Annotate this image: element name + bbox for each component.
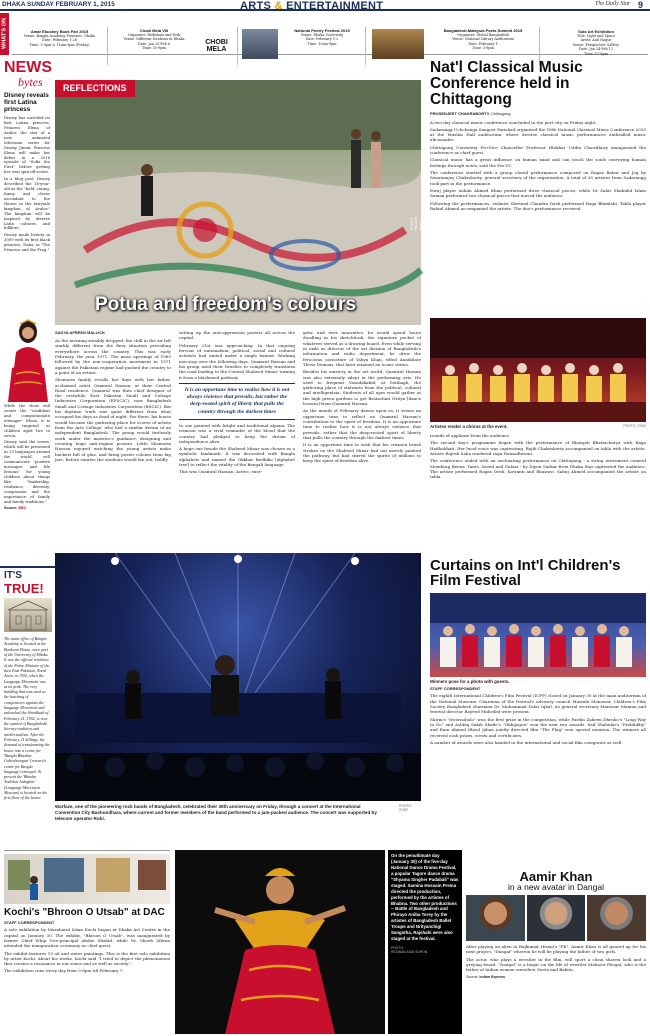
aamir-photo-3	[587, 895, 646, 941]
listing-title: Bangladesh-Malaysia Poets Summit 2015	[443, 28, 523, 33]
listing-line: Date: February 1	[468, 41, 498, 46]
reflections-photo	[55, 80, 421, 325]
aamir-photo-1	[466, 895, 525, 941]
section-amp: &	[274, 0, 283, 12]
listing-title: National Poetry Festival 2015	[294, 28, 350, 33]
news-bytes-para: Disney has unveiled its first Latina princess. Princess Elena of Avalor, the star of a new animated television series for Disney Junior. Princess Elena will make her debut in a 2016 episode of "Sofia the First" before getting her own spin-off series.	[4, 115, 50, 175]
photo-credit-name: REZWAN ASID SUPON	[391, 950, 428, 955]
byline-name: PROSENJEET CHAKRABORTY,	[430, 111, 491, 117]
classical-para: Esraj player Ashim Ahmed Khan performed three classical pieces, while Dr Sabir Shahidul Islam Suman performed two classical pieces that moved the audience.	[430, 187, 646, 199]
aamir-photo-strip	[466, 895, 646, 941]
kochi-photo	[4, 854, 170, 904]
reflections-para: setting up the anti-oppression posters all across the capital.	[179, 330, 295, 341]
news-bytes-para: While the show will centre the "confident and compassionate teenager" Elena, it is being targeted at children aged two to seven.	[4, 403, 50, 438]
listing-line: Artist: Anil Haque	[580, 38, 612, 43]
classical-para: Classical music has a great influence on human mind and can touch the souls conveying human feelings through notes, said the Pro-VC.	[430, 157, 646, 168]
listing-line: Venue: Perspective Gallery	[572, 42, 620, 47]
news-bytes-title: NEWS	[4, 59, 52, 76]
whats-on-strip	[12, 13, 648, 55]
classical-caption-row	[430, 424, 646, 430]
photo-credit-label: PHOTO:	[391, 946, 404, 951]
kochi-para: The exhibition runs every day from 3-8pm till February 7.	[4, 968, 124, 974]
news-bytes-para: In a blog post, Disney described the 16-year-old as the "bold, caring, funny and clever ascendant to the throne in the fairytale kingdom of Avalor." The kingdom will be inspired by diverse Latin cultures and folklore.	[4, 176, 51, 231]
dance-photo-credit	[391, 946, 459, 955]
classical-para: Chittagong University Pro-Vice Chancellor Professor Iftekhar Uddin Chowdhury inaugurated the conference as chief guest.	[430, 144, 646, 156]
childrens-photo	[430, 593, 646, 677]
burdwan-house-sketch	[4, 598, 52, 632]
listing-title: Chobi Mela VIII	[139, 28, 169, 33]
listing-line: Organiser: Pathshala and Drik	[127, 33, 181, 38]
listing-line: Venue: Different locations in Dhaka	[123, 37, 185, 42]
its-true-text: The main office of Bangla Academy is located at the Burdwan House, once part of the University of Dhaka. It was the official residence of the Prime Minister of the then East Pakistan, Nurul Amin, in 1952, when the Language Movement was at its peak. The very building that was used as the hatching of conspiracies against the language Movement and unleashed the bloodbath of February 21, 1952, is now the symbol of Bangladeshi literary tradition and intellectualism. After the February 21 killings, the demand of transforming the house into a centre for 'Bangla Bhashar Gobeshonagar' (research centre for Bangla language) emerged. At present the 'Bhasha Andolan Jadughar' (Language Movement Museum) is located on the first floor of the house.	[4, 636, 50, 801]
section-title	[240, 0, 383, 13]
whats-on-label: WHAT'S ON	[1, 18, 8, 49]
listing-line: Venue: Dhaka University	[300, 33, 344, 38]
edition-label: DHAKA	[2, 1, 26, 8]
its-true-title: IT'S	[4, 570, 22, 581]
listing-poetry-festival	[242, 27, 366, 65]
childrens-para: Shirin's "Swornoholo" won the first prize in the competition, while Fardin Zaheen Dhrubo's "Long Way to Go" and Ashfaq Sakib Shafie's "Obhijogon" won the next two awards. Saif Shahidat's "Probhikhy" and Rain Ahmed Iftizul Jahan jointly directed film "The Flag" won special mention. The winners all received cash prizes, crests and certificates.	[430, 716, 646, 738]
listing-chobi-mela	[112, 27, 238, 65]
alpana-painting	[55, 80, 421, 325]
reflections-para: getic and ever innovative, he would spend hours doodling in his sketchbook, the signature pocket of whatever served as a drawing board. Even while serving in exile as director of the art division of Bangladesh's information and radio department, he drew the ferocious caricature of Yahya Khan, titled Annihilate These Demons, that later attained an iconic status.	[303, 330, 421, 367]
kochi-byline: STAFF CORRESPONDENT	[4, 920, 55, 926]
news-bytes-continued	[4, 404, 50, 511]
classical-para: The conference ended with an enchanting performance on Chittagong - a string instrument created Mondirag Beena. Tanvi, Saeed and Gulzar - by Dipon Sarkar from Dhaka that captivated the audience. The artiste performed Ragas Desh, Kowanti and Bhairavi. Sabuj Ahmed accompanied the artiste on tabla.	[430, 458, 646, 480]
news-bytes-headline: Disney reveals first Latina princess	[4, 92, 49, 114]
dance-caption-box	[388, 850, 462, 1034]
warfaze-concert-photo	[55, 553, 421, 801]
listing-line: Time: 3-8pm	[472, 46, 494, 51]
section-arts: ARTS	[240, 0, 272, 12]
news-bytes-para: Disney said the series, which will be presented in 25 languages around the world, will communicate "positive messages and life lessons" for young children about things like "leadership, resilience, diversity, compassion and the importance of family and family traditions."	[4, 439, 51, 504]
source-label: Source:	[466, 974, 479, 979]
reflections-para: It is an opportune time to wish that his crimson brush strokes on the Shaheed Minar had not merely painted the pathway, but had stirred the spirits of millions to keep the spirit of freedom alive.	[303, 442, 421, 464]
childrens-film-article	[430, 558, 646, 864]
classical-para: rounds of applause from the audience.	[430, 433, 511, 438]
reflections-title: Potua and freedom's colours	[95, 294, 357, 315]
childrens-title: Curtains on Int'l Children's Film Festival	[430, 557, 621, 590]
page-number: 9	[638, 0, 644, 10]
listing-line: Time: 10am-9pm	[307, 41, 337, 46]
reflections-pullquote: It is an opportune time to realise how it is not always violence that prevails, but rather the deep-rooted spirit of liberty that pulls the country through the darkest times	[179, 383, 295, 420]
reflections-para: A huge one beside the Shaheed Minar was chosen as a symbolic landmark. It was decorated with Bangla alphabets and named the Okkhar Bedhiko [alphabet tree] to reflect the vitality of the Bengali language.	[179, 446, 295, 468]
childrens-byline: STAFF CORRESPONDENT	[430, 686, 481, 692]
classical-byline	[430, 111, 646, 116]
source-label: Source:	[4, 506, 18, 511]
aamir-article	[466, 870, 646, 1034]
news-bytes-para: Disney made history in 2009 with its first black princess, Tiana, in "The Princess and the Frog."	[4, 232, 50, 253]
dance-photo	[175, 850, 385, 1034]
classical-para: A two-day classical music conference concluded in the port city on Friday night.	[430, 119, 597, 125]
concert-stage	[55, 553, 421, 801]
listing-title: Solo Art Exhibition	[578, 29, 614, 34]
date-label: SUNDAY FEBRUARY 1, 2015	[27, 1, 115, 8]
news-bytes-subtitle: bytes	[18, 75, 43, 89]
source-name: Indian Express	[479, 974, 505, 979]
classical-title: Nat'l Classical Music Conference held in Chittagong	[430, 59, 583, 108]
page-header	[0, 0, 650, 11]
warfaze-caption: Warfaze, one of the pioneering rock bands of Bangladesh, celebrated their 30th anniversary on Friday, through a concert at the International Convention City Bashundhara, where current and former members of the band performed to a jam-packed audience. The concert was supported by telecom operator Robi.	[55, 804, 377, 821]
aamir-subtitle: in a new avatar in Dangal	[508, 882, 604, 893]
listing-line: Venue: National Library Auditorium	[452, 37, 514, 42]
classical-para: Following the performances, violinist Sheemal Chandra Dash performed Raga Bhimlabi. Tabla player Rabiul Ahmed accompanied the artiste. The duo's performance received	[430, 200, 646, 211]
reflections-para: As the month of February dawns upon us, it seems an opportune time to reflect on Quamrul Hassan's contribution to the spirit of freedom. It is an opportune time to realise how it is not always violence that prevails, rather that the deep-rooted spirit of liberty that pulls the country through the darkest times.	[303, 408, 421, 440]
dancer-figure	[175, 850, 385, 1034]
reflections-para: Besides his mastery in the art world, Quamrul Hassan was also extremely adept in the performing arts. He used to frequent Vasudakabid, at Patibagh, the gathering place of stalwarts from the political, cultural and intelligentsia. Students of all ages would gather at the high green gardens to get Bratachari Nritya [dance lessons] from Quamrul Hassan.	[303, 369, 421, 407]
aamir-title: Aamir Khan	[519, 869, 593, 884]
dance-caption: On the penultimate day (January 30) of the five-day National Dance Drama Festival, a popular Tagore dance drama "Shyama Singher Padabali" was staged. Samina Hossain Prema directed the production, performed by the artistes of Bhabna. Two other productions -- Battle of Bangladesh and Phirayo Aniba Torey by the artistes of Bangladesh Ballet Troupe and Nrityanchigi Sangstha, Rajshahi were also staged at the festival.	[391, 853, 459, 942]
classical-continued	[430, 433, 646, 482]
princess-elena-illustration	[6, 318, 50, 402]
aamir-para: After playing an alien in Rajkumar Hirani's "PK", Aamir Khan is all geared up for his next project, "Dangal" wherein he will be playing the father of two girls.	[466, 944, 646, 955]
classical-para: Sadarangg Uchchanga Sangeet Parishad organised the 18th National Classical Music Conference 2015 at the Muslim Hall auditorium, where diverse classical music performances enthralled music aficionados.	[430, 126, 646, 143]
listing-title: Amar Ekushey Book Fair 2015	[30, 29, 89, 34]
classical-para: The second day's programme began with the performance of Bhargob Bhattacharya with Raga Hadhabhati. Her lucid voice was captivating. Rajib Chakraborty accompanied on tabla with the artiste. Artiste Rajesh Saha rendered raga Hansadhwani.	[430, 440, 646, 456]
listing-line: Time: 3-9pm & 11am-9pm (Friday)	[29, 42, 90, 47]
masthead: The Daily Star	[595, 1, 631, 7]
childrens-para: The eighth International Children's Film Festival (ICFF) closed on January 30 at the main auditorium of the National Museum. Chairman of the festival's advisory council Mustafa Monowar, Children's Film Society Bangladesh chairman Dr. Muhammad Zafar Iqbal, its general secretary Muntasir Mamun and festival director Rayeed Muhrded were present.	[430, 693, 646, 715]
childrens-para: A number of awards were also handed in the international and social film categories as well.	[430, 739, 623, 745]
kochi-para: A solo exhibition by Mazaharul Islam Kochi began at Dhaka Art Centre in the capital on January 30. The exhibit, "Bhroon O Utsab", was inaugurated by former Chief Whip Vice-principal Abdus Shahid, while Dr. Shoeb Zibran attended the inauguration ceremony as chief guest.	[4, 927, 170, 949]
listing-line: Date: Jan 24-Feb 12	[578, 47, 614, 52]
listing-line: Time: 10-8pm	[142, 46, 166, 51]
reflections-para: to one painted with bright and traditional alpana. The crimson was a vivid reminder of the blood that the country had pledged to keep the dream of independence alive.	[179, 422, 295, 444]
poetry-photo	[242, 29, 278, 59]
listing-line: Time: 11-8pm	[584, 51, 608, 56]
aamir-photo-2	[527, 895, 586, 941]
reflections-byline: SADYA AFREEN MALLICK	[55, 330, 106, 335]
section-entertainment: ENTERTAINMENT	[286, 0, 384, 12]
aamir-para: The actor, who plays a wrestler in the film, will sport a clean shaven look and a greying beard. "Dangal" is a biopic on the life of wrestler Mahavir Phogat, who is the father of Indian women wrestlers Geeta and Babita.	[466, 956, 646, 973]
classical-photo	[430, 318, 646, 422]
listing-line: Date: February 1-2	[305, 37, 339, 42]
reflections-para: February 21st was approaching. In that ongoing fervour of nationalism, political, social and cultural activists had united under a single banner. Working non-stop over the following days, Quamrul Hassan and his group used their brushes to completely transform the road leading to the Central Shaheed Minar, turning it from a blackened pathway	[179, 342, 295, 380]
kochi-title: Kochi's "Bhroon O Utsab" at DAC	[4, 907, 165, 918]
listing-line: Date: Jan 23-Feb 6	[137, 41, 170, 46]
reflections-article	[55, 330, 421, 552]
reflections-para: As the morning steadily dropped, the chill in the air felt starkly different from the fiery situation prevailing everywhere across the country. This was early February, the year 1971. The mass uprisings of 1969 followed by the non-cooperation movement in 1971 against the Pakistani regime had pushed the country to a point of no return.	[55, 338, 171, 375]
listing-line: Title: Light and Space	[576, 34, 616, 39]
classical-photo-credit: PHOTO: STAR	[623, 424, 646, 428]
its-true-subtitle: TRUE!	[4, 581, 44, 596]
edition-date	[2, 1, 115, 9]
aamir-source	[466, 975, 646, 980]
reflections-para: Shomoria family recalls her days with her father, acclaimed artist Quamrul Hassan, at their Central Road residence. Quamrul was then chief designer of the erstwhile East Pakistan Small and Cottage Industries Corporation (EPSCIC), now Bangladesh Small and Cottage Industries Corporation (BSCIC). But his daytime work was quite different from what occupied his days as dead of night. For there, his house would become the gathering place for scores of artists from the Arts College, who had a similar dream of an independent Bangladesh. The group would tirelessly work under the maestro's guidance, designing and creating huge anti-regime posters. Little Shomoria Hassan enjoyed watching the young artists make buckets full of glue, and bring poster colours from big jars. Before sunrise the students would fan out, boldly	[55, 377, 171, 462]
listing-line: Organiser: Global Bangladesh	[457, 33, 509, 38]
warfaze-caption-row	[55, 804, 421, 822]
warfaze-photo-credit: PHOTO: STAR	[399, 804, 412, 813]
listing-line: Date: February 1-28	[42, 38, 77, 43]
reflections-label: REFLECTIONS	[55, 80, 135, 97]
news-bytes-source	[4, 506, 50, 511]
source-name: BBC	[18, 506, 27, 511]
chobi-mela-logo: CHOBI MELA	[205, 39, 228, 53]
gallery-scene	[4, 854, 170, 904]
classical-para: The conference started with a group choral performance composed on Ragas Bahar and Jog by Swarnanjoy Chakroborty, general secretary of the organisation. A total of 35 artistes from Sadarangg took part in the performance.	[430, 170, 646, 186]
kochi-article	[4, 850, 170, 1034]
reflections-photo-credit: PHOTO: PALASH KHAN	[410, 216, 423, 230]
classical-caption: Artistes render a chorus at the event.	[430, 424, 508, 429]
listing-line: Venue: Bangla Academy Premises, Dhaka	[23, 34, 96, 39]
summit-photo	[372, 29, 424, 59]
whats-on-label-bar	[0, 13, 9, 55]
childrens-caption: Winners pose for a photo with guests.	[430, 678, 510, 684]
winners-group	[430, 593, 646, 677]
reflections-para: This was Quamrul Hassan. Active, ener-	[179, 469, 263, 475]
chorus-scene	[430, 318, 646, 422]
kochi-para: The exhibit features 19 oil and water paintings. This is the first solo exhibition by artist Kochi. About his works, Kochi said "I tried to depict the phenomenon that creates a resonance in our sense and as well as society."	[4, 950, 170, 967]
byline-location: Chittagong	[491, 111, 511, 117]
